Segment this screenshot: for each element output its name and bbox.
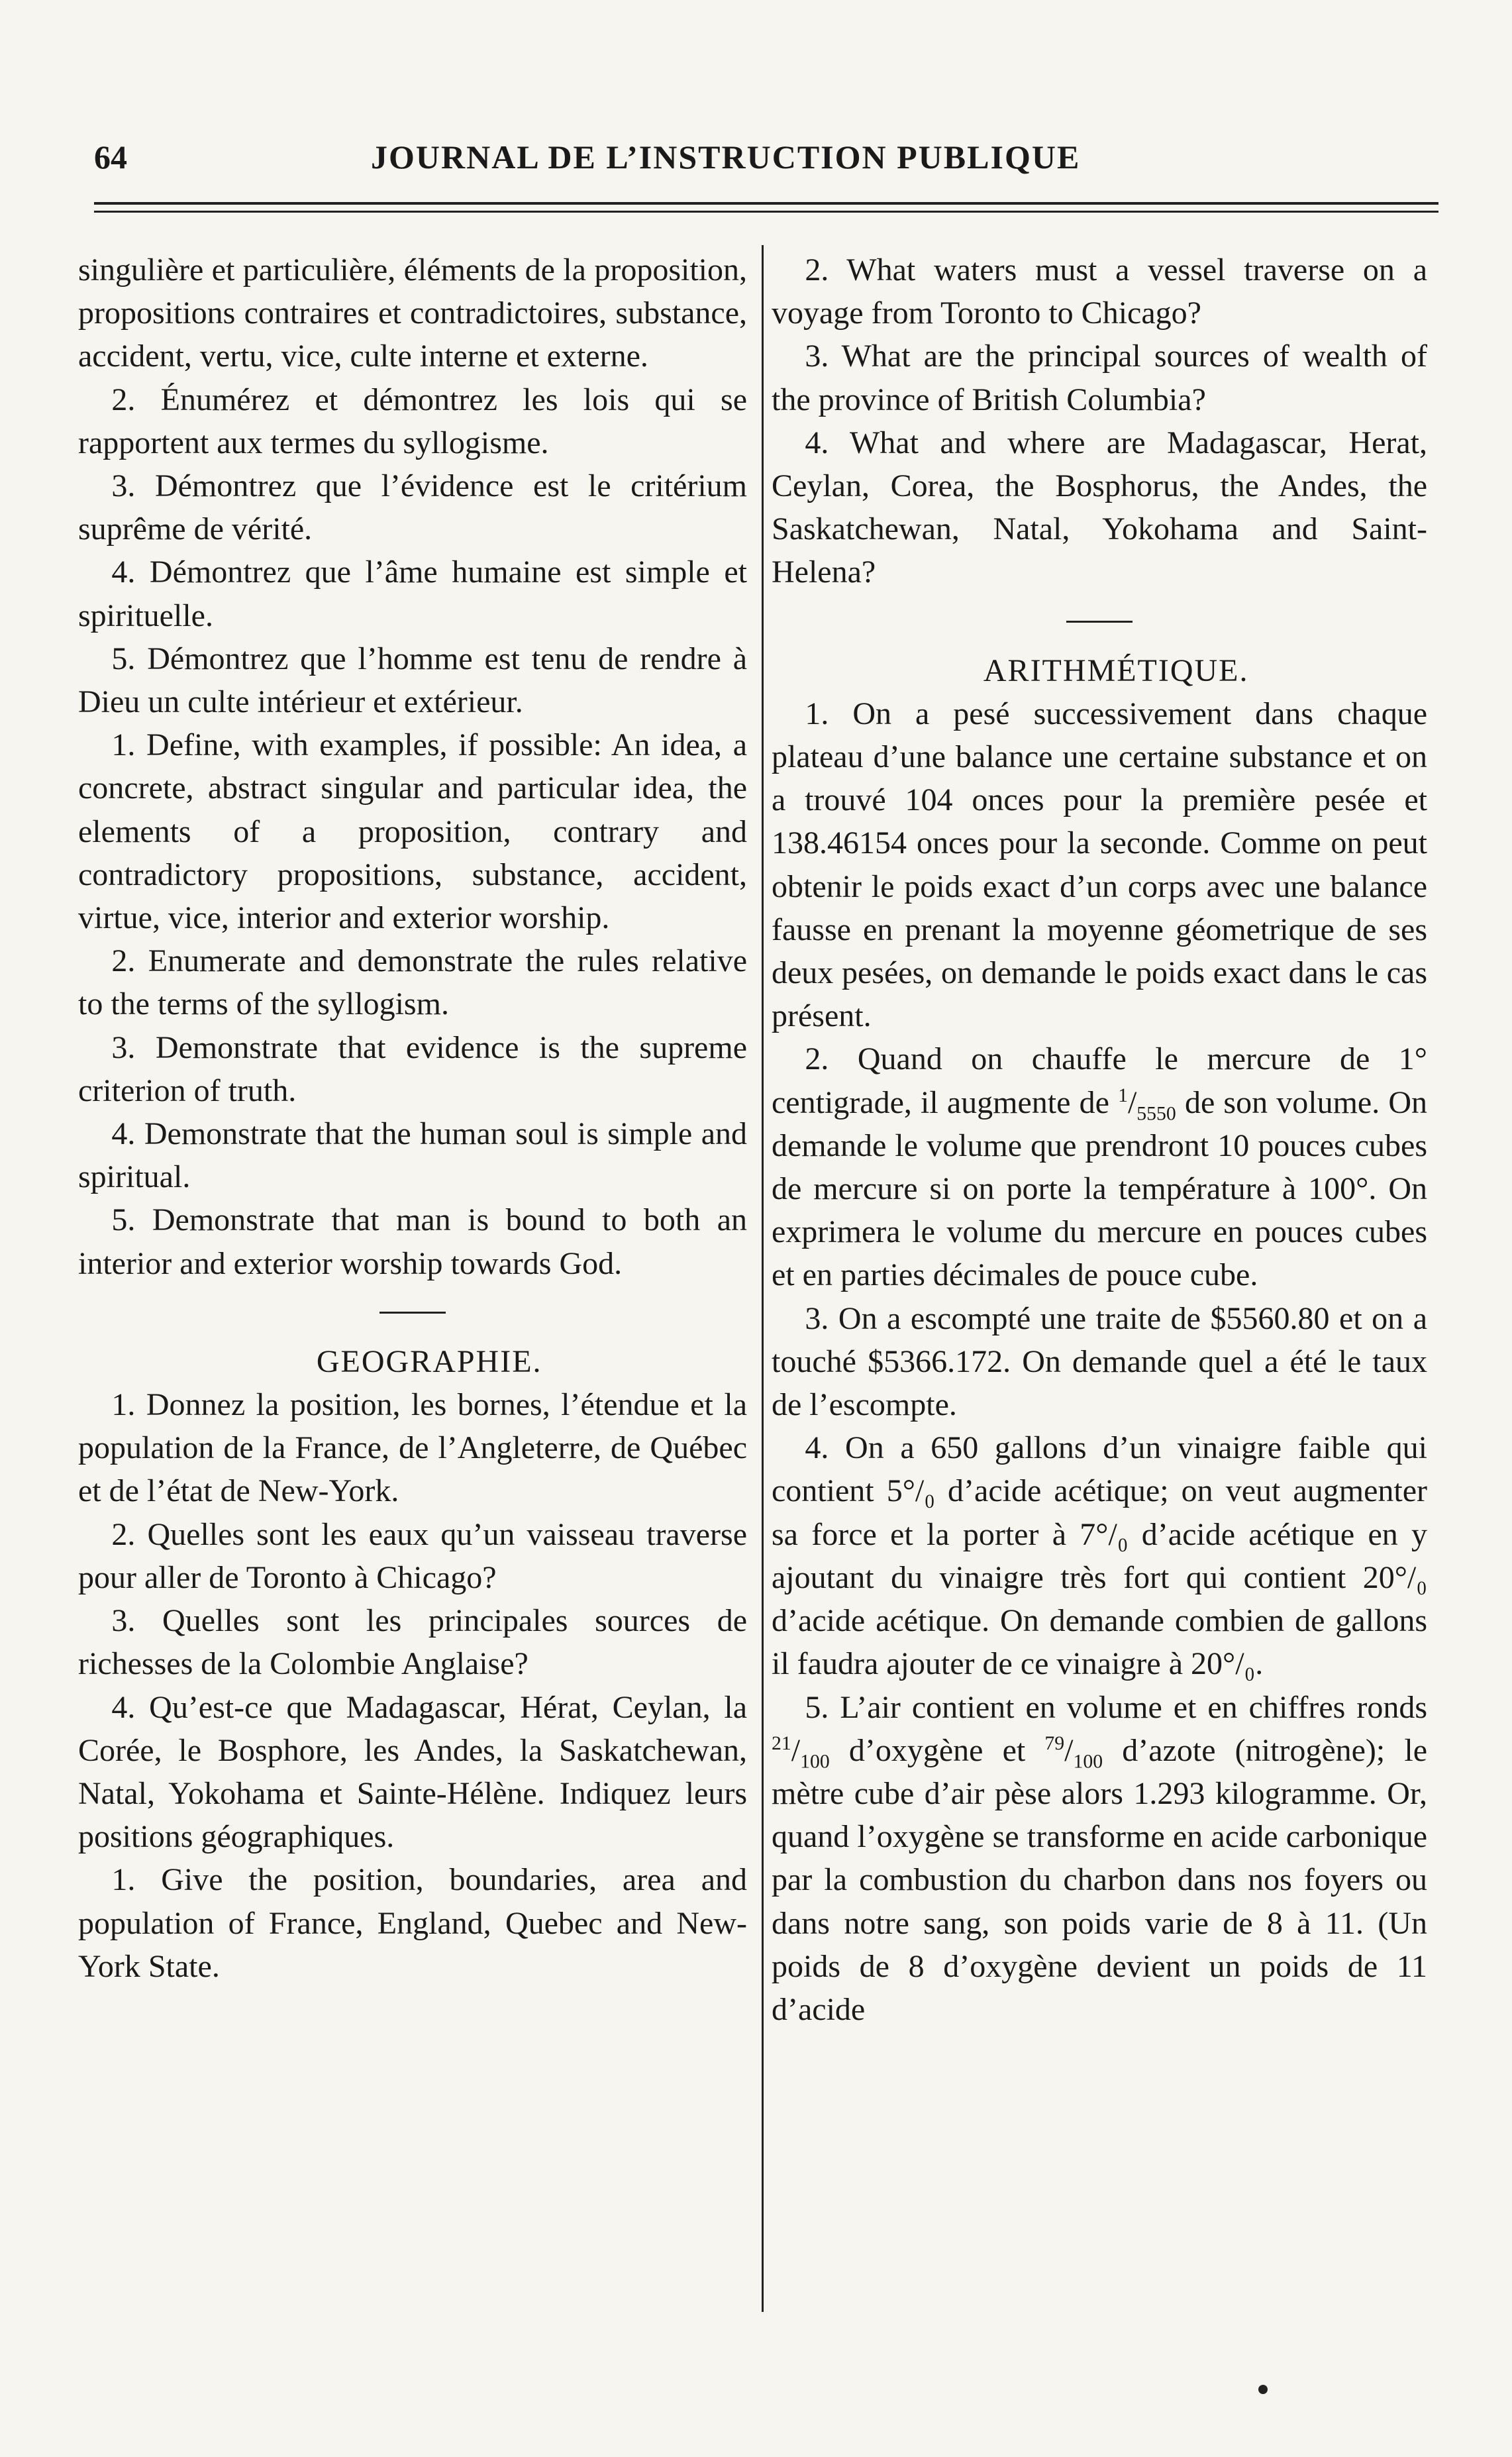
paragraph [772,1686,1427,2032]
running-head-title: JOURNAL DE L’INSTRUCTION PUBLIQUE [371,138,1081,176]
text-run: 2. Quand on chauffe le mercure de 1° centigrade, il augmente de [772,1041,1427,1120]
text-run: de son volume. On demande le volume que prendront 10 pouces cubes de mercure si on porte la température à 100°. On exprimera le volume du mercure en pouces cubes et en parties décimales de pouce cube. [772,1084,1428,1293]
section-dash [1066,621,1133,623]
paragraph: 3. Quelles sont les principales sources de richesses de la Colombie Anglaise? [78,1603,747,1682]
fraction: $^{21}/_{100}$ [772,1732,830,1773]
fraction-denominator: 100 [1073,1750,1103,1773]
header-rule-bottom [94,211,1438,213]
right-column [772,248,1427,2031]
fraction-numerator: 79 [1044,1732,1065,1754]
fraction-numerator: 21 [772,1732,791,1754]
paragraph: 2. Énumérez et démontrez les lois qui se rapportent aux termes du syllogisme. [78,382,747,460]
paragraph: 2. Enumerate and demonstrate the rules relative to the terms of the syllogism. [78,943,747,1022]
column-divider [762,245,764,2312]
text-run: d’oxygène et [848,1732,1026,1768]
paragraph [772,1037,1427,1296]
fraction-numerator: 1 [1118,1084,1128,1106]
paragraph: 3. Démontrez que l’évidence est le critérium suprême de vérité. [78,468,747,547]
paragraph: 3. On a escompté une traite de $5560.80 et on a touché $5366.172. On demande quel a été le taux de l’escompte. [772,1300,1427,1423]
paragraph: 4. Démontrez que l’âme humaine est simple et spirituelle. [78,554,747,633]
text-run: d’azote (nitrogène); le mètre cube d’air pèse alors 1.293 kilogramme. Or, quand l’oxygène se transforme en acide carbonique par la combustion du charbon dans nos foyers ou dans notre sang, son poids varie de 8 à 11. (Un poids de 8 d’oxygène devient un poids de 11 d’acide [772,1732,1428,2027]
paragraph: 4. Qu’est-ce que Madagascar, Hérat, Ceylan, la Corée, le Bosphore, les Andes, la Saskatchewan, Natal, Yokohama et Sainte-Hélène. Indiquez leurs positions géographiques. [78,1689,747,1855]
paragraph: 5. Demonstrate that man is bound to both an interior and exterior worship towards God. [78,1202,747,1281]
section-heading-geographie: GEOGRAPHIE. [316,1343,542,1379]
page-number: 64 [94,138,127,176]
section-heading-arithmetique: ARITHMÉTIQUE. [983,653,1249,688]
header-rule-top [94,202,1438,205]
paragraph: 1. On a pesé successivement dans chaque plateau d’une balance une certaine substance et on a trouvé 104 onces pour la première pesée et 138.46154 onces pour la seconde. Comme on peut obtenir le poids exact d’un corps avec une balance fausse en prenant la moyenne géometrique de ses deux pesées, on demande le poids exact dans le cas présent. [772,696,1427,1034]
text-run: 5. L’air contient en volume et en chiffres ronds [805,1689,1427,1725]
paragraph: 2. What waters must a vessel traverse on a voyage from Toronto to Chicago? [772,252,1427,331]
paragraph: 2. Quelles sont les eaux qu’un vaisseau traverse pour aller de Toronto à Chicago? [78,1516,747,1595]
fraction: $^1/_{5550}$ [1118,1084,1176,1125]
fraction-denominator: 100 [800,1750,830,1773]
fraction: $^{79}/_{100}$ [1044,1732,1103,1773]
paragraph: 4. Demonstrate that the human soul is simple and spiritual. [78,1116,747,1195]
section-dash [379,1312,446,1314]
paragraph: 1. Give the position, boundaries, area and population of France, England, Quebec and New-York State. [78,1862,747,1984]
paragraph: 3. Demonstrate that evidence is the supreme criterion of truth. [78,1029,747,1108]
paragraph: 3. What are the principal sources of wealth of the province of British Columbia? [772,339,1427,417]
paragraph: 5. Démontrez que l’homme est tenu de rendre à Dieu un culte intérieur et extérieur. [78,641,747,720]
paragraph: 4. What and where are Madagascar, Herat, Ceylan, Corea, the Bosphorus, the Andes, the Saskatchewan, Natal, Yokohama and Saint-Helena? [772,425,1427,590]
paragraph: 1. Define, with examples, if possible: An idea, a concrete, abstract singular and particular idea, the elements of a proposition, contrary and contradictory propositions, substance, accident, virtue, vice, interior and exterior worship. [78,727,747,936]
ink-speck [1258,2385,1268,2394]
paragraph: 4. On a 650 gallons d’un vinaigre faible qui contient 5°/₀ d’acide acétique; on veut augmenter sa force et la porter à 7°/₀ d’acide acétique en y ajoutant du vinaigre très fort qui contient 20°/₀ d’acide acétique. On demande combien de gallons il faudra ajouter de ce vinaigre à 20°/₀. [772,1430,1427,1682]
paragraph: singulière et particulière, éléments de la proposition, propositions contraires et contradictoires, substance, accident, vertu, vice, culte interne et externe. [78,252,747,374]
paragraph: 1. Donnez la position, les bornes, l’étendue et la population de la France, de l’Angleterre, de Québec et de l’état de New-York. [78,1387,747,1509]
left-column [78,248,747,1988]
fraction-denominator: 5550 [1136,1102,1176,1125]
